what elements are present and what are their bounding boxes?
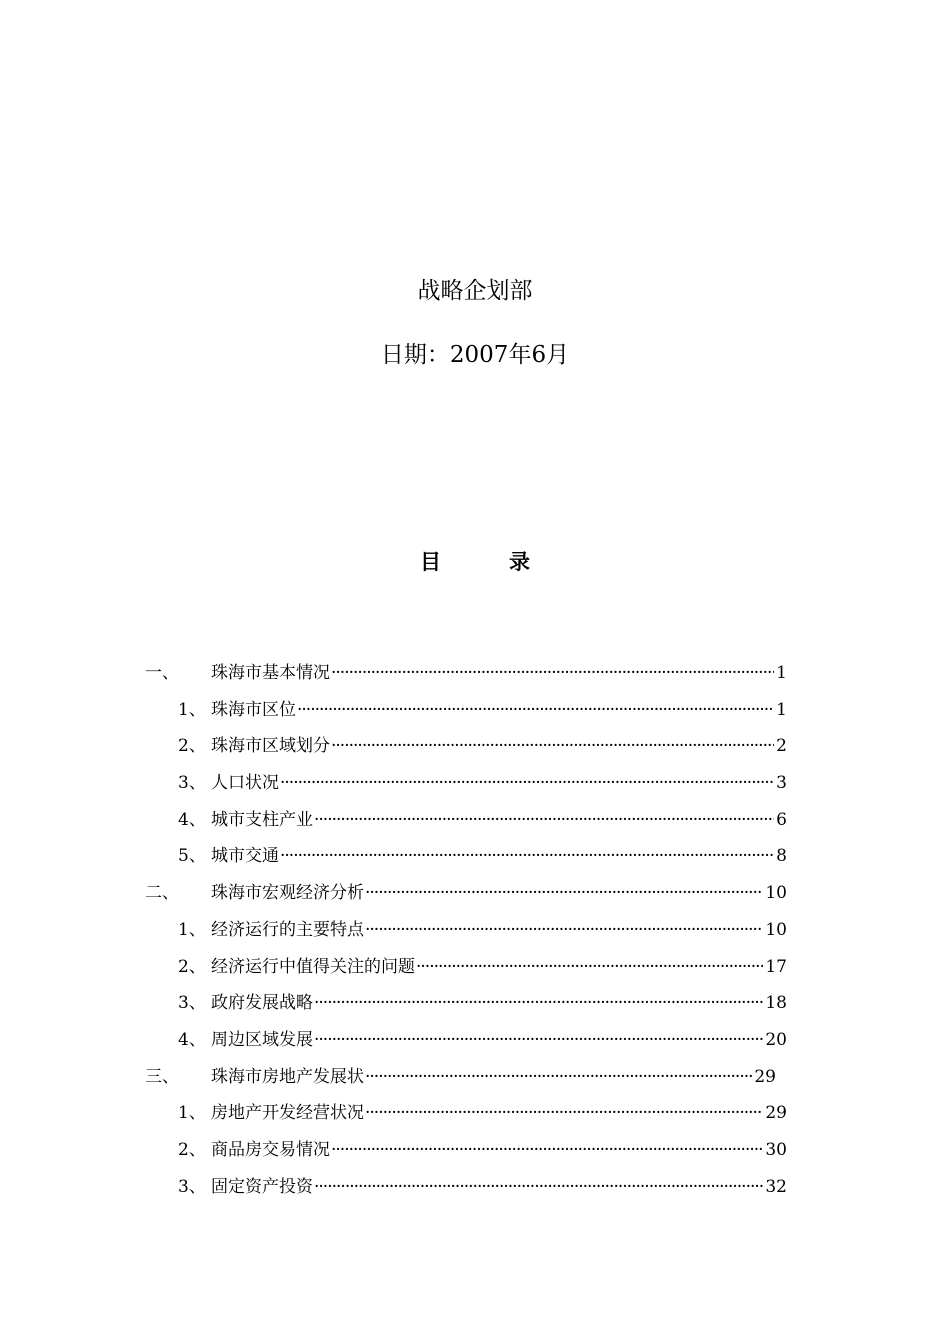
toc-entry-title: 人口状况 (211, 773, 279, 794)
toc-entry[interactable] (0, 988, 950, 1025)
toc-leader-dots (416, 952, 763, 982)
toc-entry-page: 30 (765, 1139, 787, 1160)
toc-entry-number: 5、 (178, 846, 206, 867)
toc-entry-page: 1 (776, 699, 787, 720)
toc-leader-dots (280, 768, 774, 798)
toc-leader-dots (331, 658, 774, 688)
toc-entry-number: 2、 (178, 956, 206, 977)
toc-entry-page: 20 (765, 1029, 787, 1050)
toc-leader-dots (365, 1098, 763, 1128)
toc-entry-number: 1、 (178, 919, 206, 940)
toc-entry[interactable] (0, 878, 950, 915)
toc-entry-number: 三、 (145, 1066, 179, 1087)
toc-leader-dots (331, 1135, 763, 1165)
toc-leader-dots (314, 805, 774, 835)
toc-leader-dots (314, 1172, 763, 1202)
toc-leader-dots (314, 988, 763, 1018)
toc-entry-title: 商品房交易情况 (211, 1139, 330, 1160)
toc-entry-page: 2 (776, 736, 787, 757)
toc-entry-page: 10 (765, 883, 787, 904)
toc-entry[interactable] (0, 1025, 950, 1062)
toc-entry-title: 城市支柱产业 (211, 809, 313, 830)
toc-entry-title: 珠海市基本情况 (211, 663, 330, 683)
toc-entry-page: 10 (765, 919, 787, 940)
toc-entry-number: 2、 (178, 1139, 206, 1160)
toc-entry-title: 政府发展战略 (211, 993, 313, 1014)
toc-entry-page: 8 (776, 846, 787, 867)
toc-leader-dots (365, 878, 763, 908)
toc-entry-number: 3、 (178, 1176, 206, 1197)
toc-leader-dots (314, 1025, 763, 1055)
toc-entry[interactable] (0, 1062, 950, 1099)
toc-leader-dots (280, 841, 774, 871)
toc-entry-title: 固定资产投资 (211, 1176, 313, 1197)
toc-entry-title: 房地产开发经营状况 (211, 1103, 364, 1124)
toc-entry-number: 4、 (178, 1029, 206, 1050)
department-name: 战略企划部 (417, 278, 533, 304)
toc-entry[interactable] (0, 841, 950, 878)
toc-entry-number: 2、 (178, 736, 206, 757)
toc-entry-number: 二、 (145, 883, 179, 904)
toc-entry[interactable] (0, 1172, 950, 1209)
toc-entry[interactable] (0, 658, 950, 695)
toc-entry-title: 珠海市房地产发展状 (211, 1066, 364, 1087)
toc-entry[interactable] (0, 952, 950, 989)
toc-entry[interactable] (0, 768, 950, 805)
toc-entry-page: 32 (765, 1176, 787, 1197)
toc-entry-title: 周边区域发展 (211, 1029, 313, 1050)
toc-entry-page: 17 (765, 956, 787, 977)
toc-entry[interactable] (0, 915, 950, 952)
toc-entry-title: 珠海市宏观经济分析 (211, 883, 364, 904)
toc-entry-number: 4、 (178, 809, 206, 830)
toc-entry-page: 18 (765, 993, 787, 1014)
toc-entry-title: 珠海市区位 (211, 699, 296, 720)
toc-entry-number: 3、 (178, 993, 206, 1014)
toc-leader-dots (365, 1062, 752, 1092)
toc-title-right: 录 (509, 549, 530, 574)
toc-entry-number: 1、 (178, 699, 206, 720)
toc-title (0, 548, 950, 576)
report-date: 日期：2007年6月 (380, 342, 570, 368)
toc-entry-title: 经济运行的主要特点 (211, 919, 364, 940)
toc-entry-page: 3 (776, 773, 787, 794)
table-of-contents (0, 658, 950, 1208)
toc-entry-number: 1、 (178, 1103, 206, 1124)
toc-entry[interactable] (0, 1135, 950, 1172)
toc-entry-page: 29 (765, 1103, 787, 1124)
toc-entry-number: 一、 (145, 663, 179, 683)
toc-entry[interactable] (0, 731, 950, 768)
toc-entry[interactable] (0, 695, 950, 732)
toc-leader-dots (297, 695, 774, 725)
toc-entry-title: 城市交通 (211, 846, 279, 867)
toc-entry-title: 珠海市区域划分 (211, 736, 330, 757)
toc-entry-page: 1 (776, 663, 787, 683)
toc-entry-page: 29 (754, 1066, 776, 1087)
toc-entry-number: 3、 (178, 773, 206, 794)
toc-leader-dots (331, 731, 774, 761)
toc-entry[interactable] (0, 1098, 950, 1135)
toc-entry[interactable] (0, 805, 950, 842)
toc-entry-title: 经济运行中值得关注的问题 (211, 956, 415, 977)
toc-title-left: 目 (420, 549, 441, 574)
toc-leader-dots (365, 915, 763, 945)
toc-entry-page: 6 (776, 809, 787, 830)
